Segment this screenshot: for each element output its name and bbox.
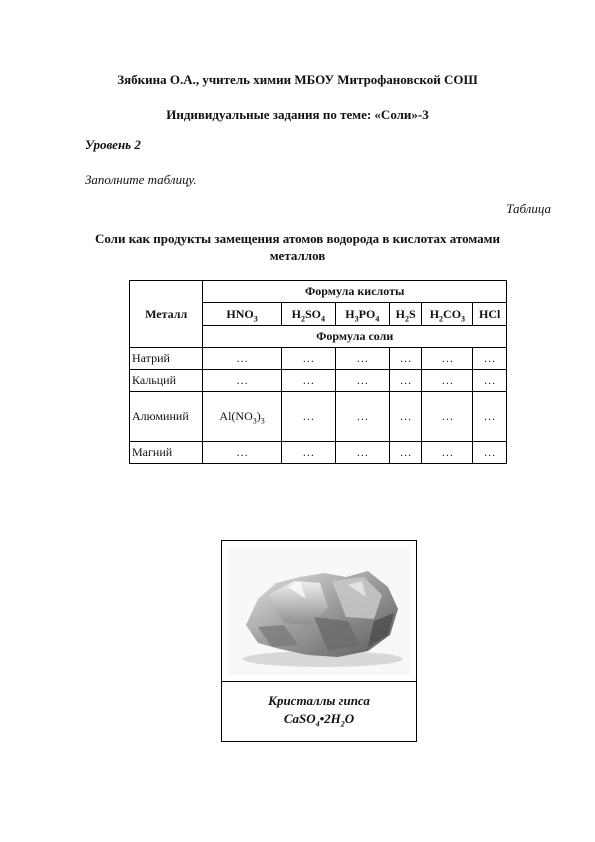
gypsum-figure xyxy=(221,540,417,742)
gypsum-crystal-image xyxy=(228,547,410,675)
table-row xyxy=(130,442,507,464)
salt-cell: … xyxy=(422,370,473,392)
acid-hno3: $HNO_3$ xyxy=(203,303,281,326)
topic-line: Индивидуальные задания по теме: «Соли»-3 xyxy=(166,107,429,122)
salt-cell: … xyxy=(335,392,389,442)
table-row xyxy=(130,392,507,442)
salt-cell: … xyxy=(389,442,422,464)
salt-cell: … xyxy=(389,348,422,370)
metal-name: Магний xyxy=(130,442,203,464)
metal-header: Металл xyxy=(130,281,203,348)
salt-cell-example: $Al(NO_3)_3$ xyxy=(203,392,281,442)
table-row xyxy=(130,370,507,392)
acid-hcl: HCl xyxy=(473,303,507,326)
salt-cell: … xyxy=(473,442,507,464)
salt-cell: … xyxy=(473,370,507,392)
acid-formula-header: Формула кислоты xyxy=(203,281,507,303)
salt-cell: … xyxy=(335,348,389,370)
metal-name: Натрий xyxy=(130,348,203,370)
table-title-line2: металлов xyxy=(269,248,326,263)
acid-h2s: $H_2S$ xyxy=(389,303,422,326)
salt-cell: … xyxy=(281,442,335,464)
salt-cell: … xyxy=(281,370,335,392)
figure-divider xyxy=(222,681,416,682)
salt-cell: … xyxy=(473,348,507,370)
salt-cell: … xyxy=(389,370,422,392)
salt-cell: … xyxy=(422,392,473,442)
salt-cell: … xyxy=(473,392,507,442)
acid-h2so4: $H_2SO_4$ xyxy=(281,303,335,326)
salt-formula-header: Формула соли xyxy=(203,326,507,348)
author-line: Зябкина О.А., учитель химии МБОУ Митрофановской СОШ xyxy=(117,72,478,87)
table-title-line1: Соли как продукты замещения атомов водорода в кислотах атомами xyxy=(94,231,501,246)
salt-cell: … xyxy=(203,348,281,370)
figure-caption-name: Кристаллы гипса xyxy=(268,693,370,708)
salts-table xyxy=(129,280,507,464)
instruction-text: Заполните таблицу. xyxy=(85,172,197,187)
salt-cell: … xyxy=(203,370,281,392)
salt-cell: … xyxy=(335,370,389,392)
table-label: Таблица xyxy=(506,201,551,216)
salt-cell: … xyxy=(281,348,335,370)
acid-h2co3: $H_2CO_3$ xyxy=(422,303,473,326)
salt-cell: … xyxy=(203,442,281,464)
salt-cell: … xyxy=(422,348,473,370)
acid-h3po4: $H_3PO_4$ xyxy=(335,303,389,326)
level-label: Уровень 2 xyxy=(85,137,141,152)
metal-name: Кальций xyxy=(130,370,203,392)
salt-cell: … xyxy=(281,392,335,442)
salt-cell: … xyxy=(422,442,473,464)
table-row xyxy=(130,348,507,370)
metal-name: Алюминий xyxy=(130,392,203,442)
salt-cell: … xyxy=(335,442,389,464)
salt-cell: … xyxy=(389,392,422,442)
figure-caption-formula: $CaSO_4•2H_2O$ xyxy=(283,711,355,729)
